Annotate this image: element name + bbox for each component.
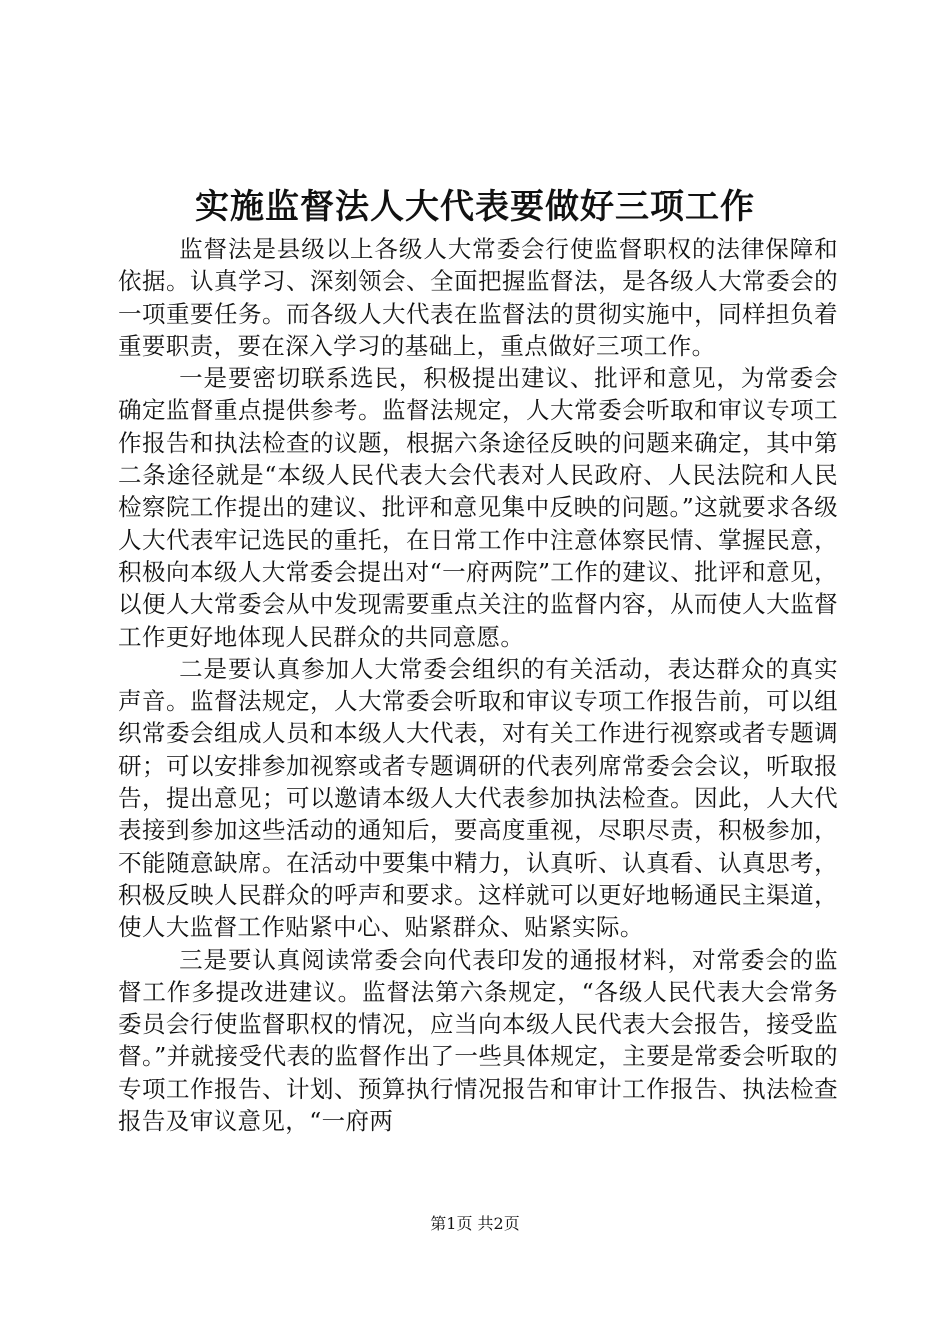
paragraph-point-two: 二是要认真参加人大常委会组织的有关活动，表达群众的真实声音。监督法规定，人大常委会听取和审议专项工作报告前，可以组织常委会组成人员和本级人大代表，对有关工作进行视察或者专题调研；可以安排参加视察或者专题调研的代表列席常委会会议，听取报告，提出意见；可以邀请本级人大代表参加执法检查。因此，人大代表接到参加这些活动的通知后，要高度重视，尽职尽责，积极参加，不能随意缺席。在活动中要集中精力，认真听、认真看、认真思考，积极反映人民群众的呼声和要求。这样就可以更好地畅通民主渠道，使人大监督工作贴紧中心、贴紧群众、贴紧实际。: [118, 654, 838, 942]
paragraph-intro: 监督法是县级以上各级人大常委会行使监督职权的法律保障和依据。认真学习、深刻领会、全面把握监督法，是各级人大常委会的一项重要任务。而各级人大代表在监督法的贯彻实施中，同样担负着重要职责，要在深入学习的基础上，重点做好三项工作。: [118, 235, 838, 360]
document-title: 实施监督法人大代表要做好三项工作: [195, 187, 755, 227]
document-body: [118, 233, 838, 1137]
paragraph-point-one: 一是要密切联系选民，积极提出建议、批评和意见，为常委会确定监督重点提供参考。监督法规定，人大常委会听取和审议专项工作报告和执法检查的议题，根据六条途径反映的问题来确定，其中第二条途径就是“本级人民代表大会代表对人民政府、人民法院和人民检察院工作提出的建议、批评和意见集中反映的问题。”这就要求各级人大代表牢记选民的重托，在日常工作中注意体察民情、掌握民意，积极向本级人大常委会提出对“一府两院”工作的建议、批评和意见，以便人大常委会从中发现需要重点关注的监督内容，从而使人大监督工作更好地体现人民群众的共同意愿。: [118, 364, 838, 651]
paragraph-point-three: 三是要认真阅读常委会向代表印发的通报材料，对常委会的监督工作多提改进建议。监督法第六条规定，“各级人民代表大会常务委员会行使监督职权的情况，应当向本级人民代表大会报告，接受监督。”并就接受代表的监督作出了一些具体规定，主要是常委会听取的专项工作报告、计划、预算执行情况报告和审计工作报告、执法检查报告及审议意见，“一府两: [118, 945, 838, 1136]
page-footer: 第1页 共2页: [430, 1214, 520, 1233]
